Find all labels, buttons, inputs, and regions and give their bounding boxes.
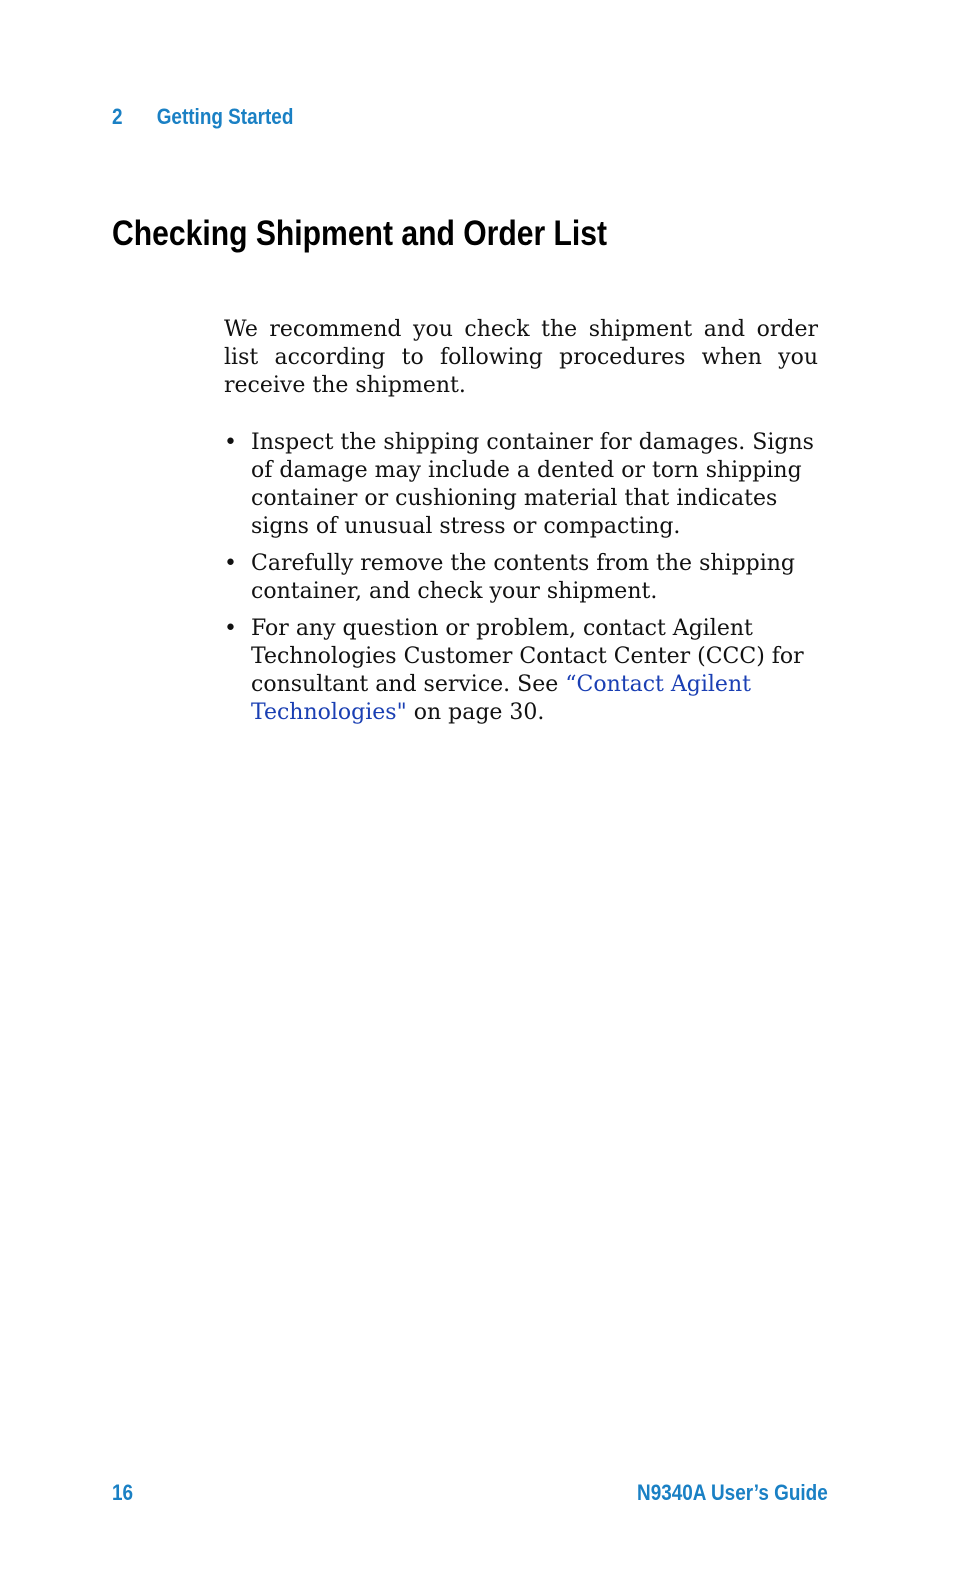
chapter-number: 2 [112,104,123,129]
list-item [224,615,818,727]
list-item-text: Inspect the shipping container for damages. Signs of damage may include a dented or torn shipping container or cushioning material that indicates signs of unusual stress or compacting. [251,430,814,539]
procedure-list [224,429,824,727]
list-item [224,550,818,606]
bullet-glyph: • [224,430,237,455]
list-item-text: Carefully remove the contents from the shipping container, and check your shipment. [251,551,796,604]
list-item-text: For any question or problem, contact Agilent Technologies Customer Contact Center (CCC) for consultant and service. See [251,616,804,697]
contact-agilent-link[interactable]: “Contact Agilent Technologies" [251,672,751,725]
running-header [112,104,293,130]
list-item-text-after-link: on page 30. [406,700,545,725]
list-item [224,429,818,541]
guide-title: N9340A User’s Guide [637,1480,828,1505]
section-body [224,316,824,736]
bullet-glyph: • [224,551,237,576]
section-title: Checking Shipment and Order List [112,214,608,253]
page-number: 16 [112,1480,134,1505]
chapter-title: Getting Started [156,104,294,129]
intro-paragraph: We recommend you check the shipment and order list according to following procedures when you receive the shipment. [224,317,818,398]
bullet-glyph: • [224,616,237,641]
